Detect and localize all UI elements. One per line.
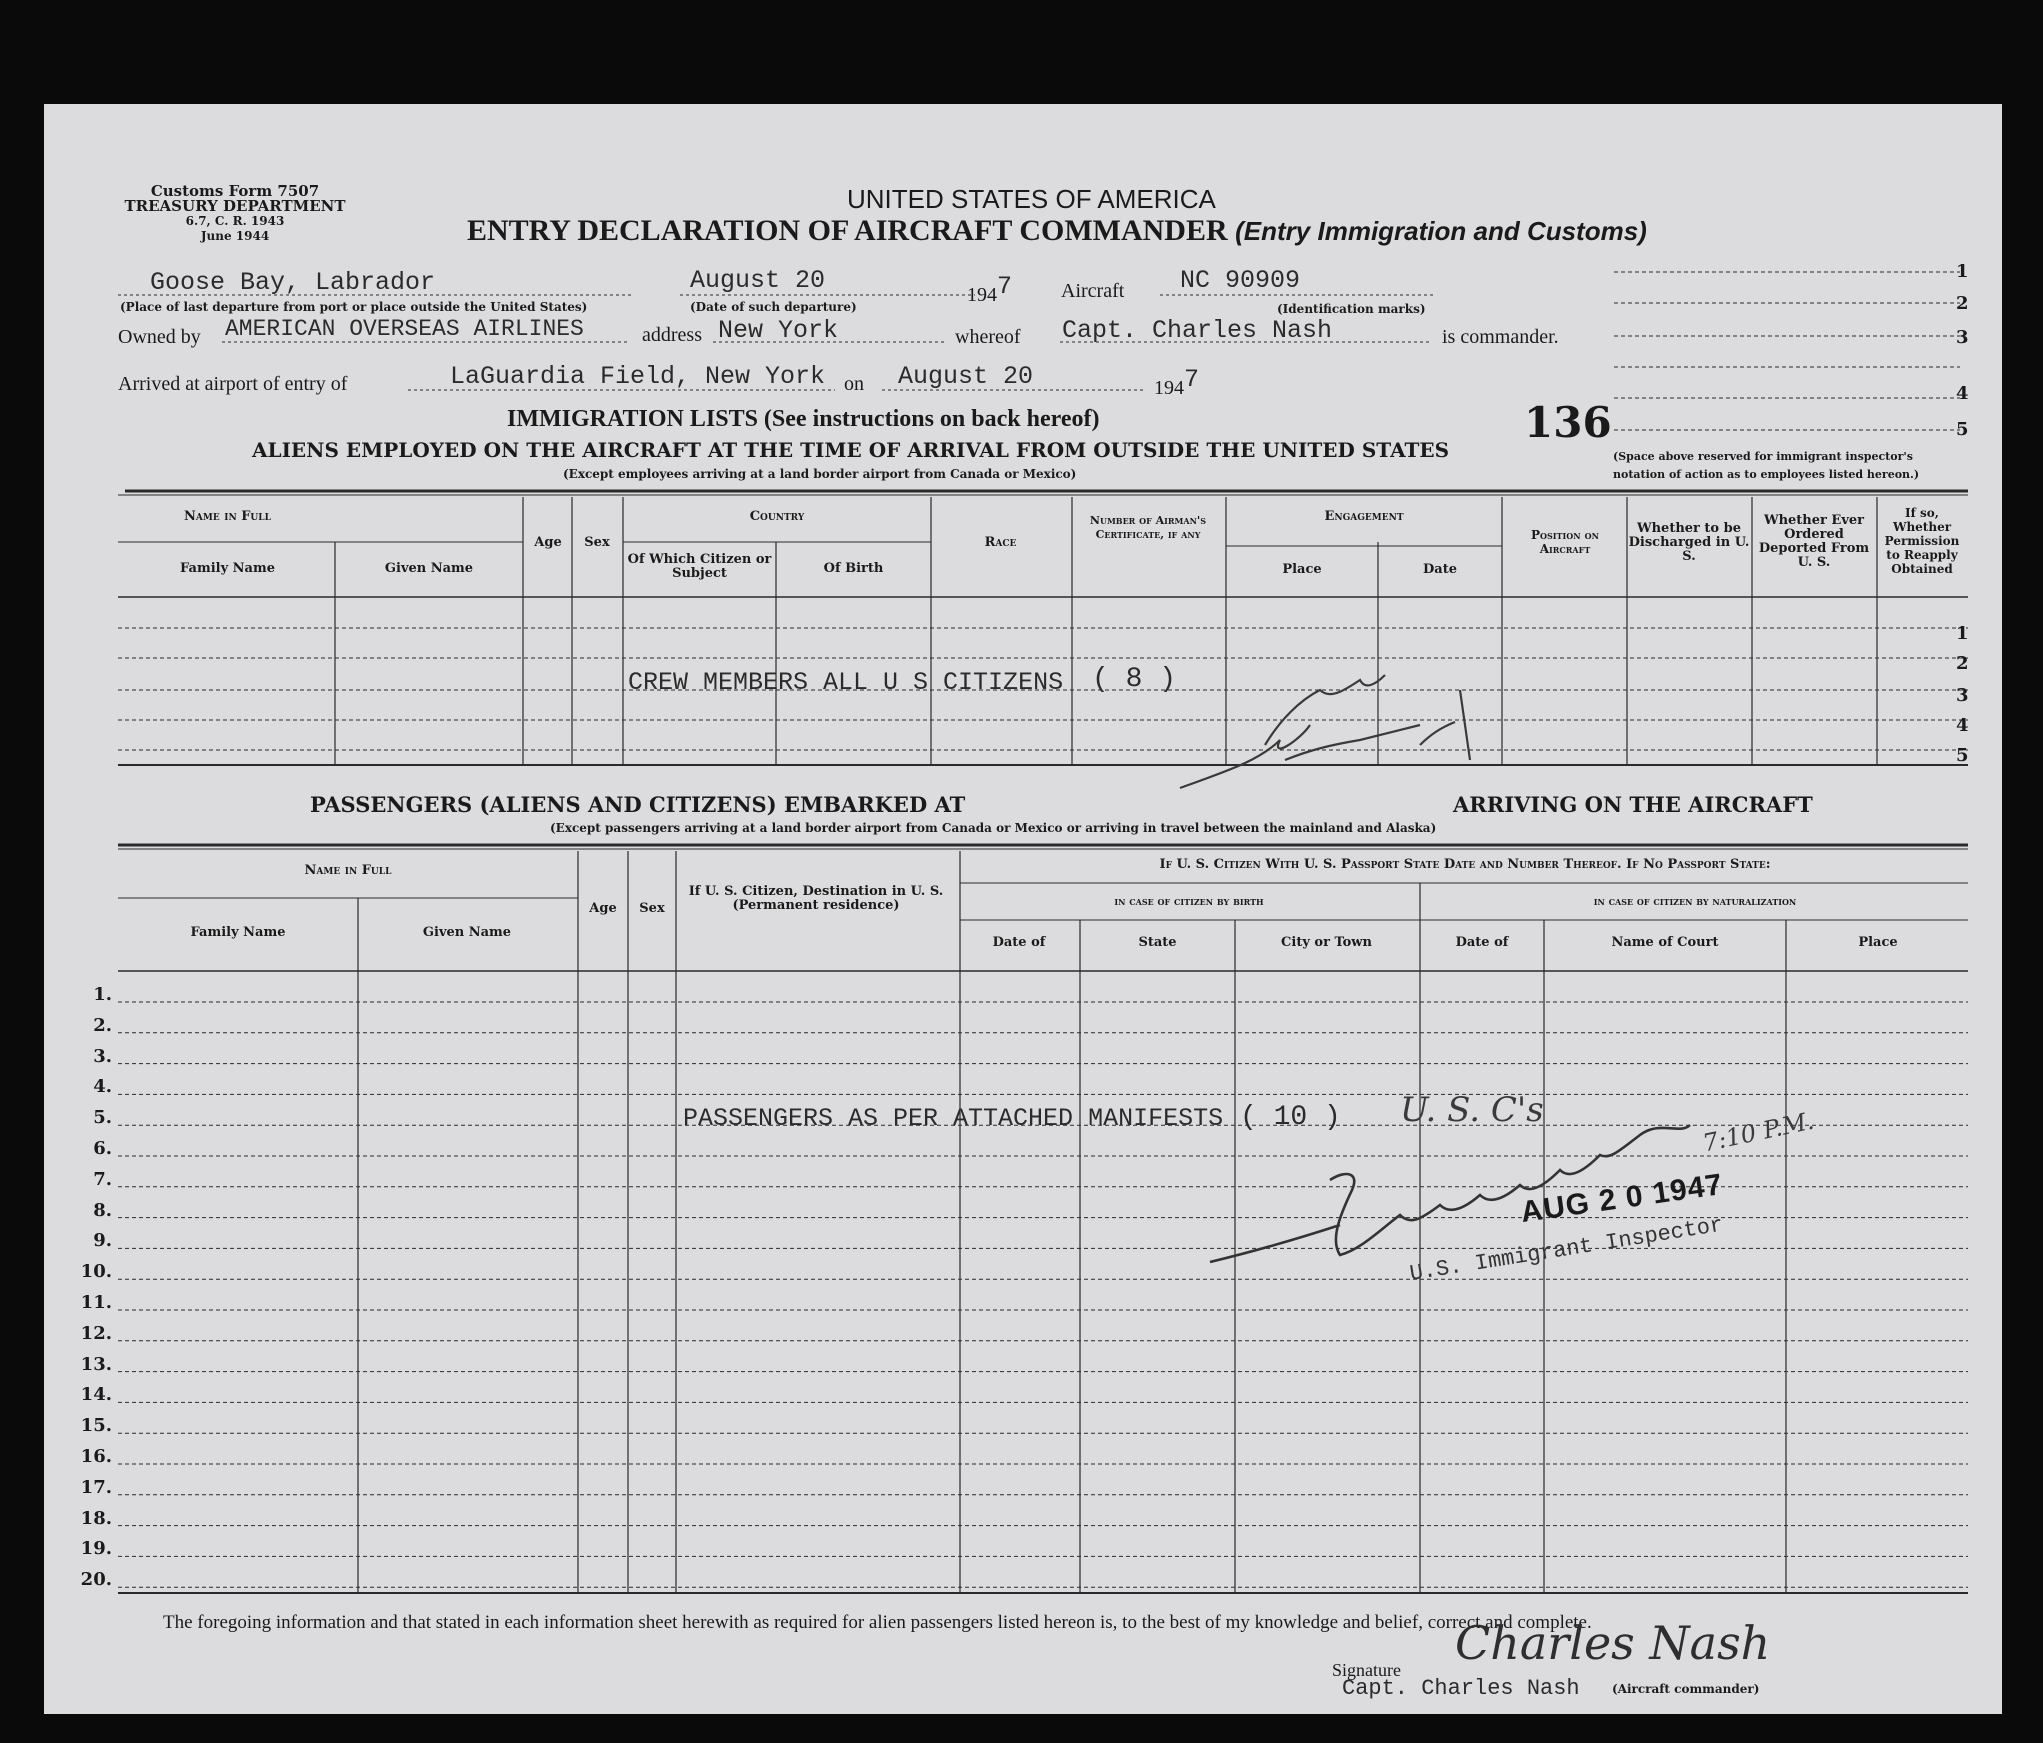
passenger-row-number: 8. bbox=[93, 1199, 112, 1221]
passenger-row-number: 3. bbox=[93, 1045, 112, 1067]
passenger-row-number: 17. bbox=[80, 1476, 112, 1498]
pax-col-passport: If U. S. Citizen With U. S. Passport State Date and Number Thereof. If No Passport State: bbox=[1159, 857, 1771, 872]
passenger-row-number: 15. bbox=[80, 1415, 112, 1437]
departure-place-caption: (Place of last departure from port or place outside the United States) bbox=[120, 300, 588, 314]
reserved-line-number: 3 bbox=[1956, 327, 1969, 348]
handwritten-usc: U. S. C's bbox=[1400, 1090, 1544, 1130]
passenger-row-number: 2. bbox=[93, 1014, 112, 1036]
passenger-row-number: 19. bbox=[80, 1538, 112, 1560]
crew-row-number: 1 bbox=[1956, 623, 1969, 644]
reserved-note-1: (Space above reserved for immigrant inspector's bbox=[1613, 450, 1913, 463]
whereof-label: whereof bbox=[955, 326, 1021, 348]
crew-col-given: Given Name bbox=[384, 561, 474, 576]
commander-name: Capt. Charles Nash bbox=[1062, 316, 1333, 345]
crew-col-name: Name in Full bbox=[184, 509, 271, 524]
department: TREASURY DEPARTMENT bbox=[124, 197, 346, 215]
crew-col-birth: Of Birth bbox=[823, 561, 884, 576]
pax-col-name: Name in Full bbox=[304, 863, 392, 878]
pax-col-date-of-2: Date of bbox=[1455, 935, 1509, 950]
record-number: 136 bbox=[1524, 398, 1612, 447]
crew-col-permission: If so, Whether Permission to Reapply Obtained bbox=[1884, 506, 1960, 576]
reserved-line-number: 1 bbox=[1956, 261, 1969, 282]
owner: AMERICAN OVERSEAS AIRLINES bbox=[225, 316, 584, 342]
pax-col-state: State bbox=[1138, 935, 1177, 950]
passenger-row-number: 5. bbox=[93, 1107, 112, 1129]
passenger-row-number: 20. bbox=[80, 1569, 112, 1591]
form-number: Customs Form 7507 bbox=[150, 182, 320, 200]
signer-caption: (Aircraft commander) bbox=[1612, 1682, 1760, 1696]
crew-col-discharged: Whether to be Discharged in U. S. bbox=[1628, 521, 1750, 564]
passenger-row-number: 6. bbox=[93, 1138, 112, 1159]
form-id-block bbox=[110, 184, 360, 244]
crew-col-country: Country bbox=[749, 509, 805, 524]
crew-col-cert: Number of Airman's Certificate, if any bbox=[1089, 514, 1207, 541]
form-date: June 1944 bbox=[200, 229, 270, 243]
commander-signature: Charles Nash bbox=[1455, 1616, 1771, 1670]
owned-by-label: Owned by bbox=[118, 326, 201, 348]
passenger-row-number: 10. bbox=[80, 1261, 112, 1283]
passenger-row-number: 7. bbox=[93, 1168, 112, 1190]
country-title: UNITED STATES OF AMERICA bbox=[847, 184, 1216, 214]
arrival-date: August 20 bbox=[898, 362, 1034, 391]
pax-col-age: Age bbox=[589, 901, 617, 916]
signature-label: Signature bbox=[1332, 1660, 1401, 1680]
passenger-row-number: 16. bbox=[80, 1446, 112, 1467]
passenger-row-number: 14. bbox=[80, 1384, 112, 1406]
reserved-line-number: 5 bbox=[1956, 419, 1969, 440]
pax-col-given: Given Name bbox=[422, 925, 512, 940]
crew-entry-count: ( 8 ) bbox=[1092, 664, 1177, 695]
crew-entry: CREW MEMBERS ALL U S CITIZENS bbox=[628, 668, 1064, 697]
pax-col-city: City or Town bbox=[1281, 935, 1372, 950]
crew-subheading: ALIENS EMPLOYED ON THE AIRCRAFT AT THE TIME OF ARRIVAL FROM OUTSIDE THE UNITED STATES bbox=[252, 438, 1450, 462]
title-sub: (Entry Immigration and Customs) bbox=[1235, 216, 1647, 246]
passenger-row-number: 18. bbox=[80, 1507, 112, 1529]
arrival-stamp-date: AUG 2 0 1947 bbox=[1518, 1167, 1726, 1230]
page-title bbox=[467, 214, 1647, 248]
passenger-entry: PASSENGERS AS PER ATTACHED MANIFESTS bbox=[683, 1104, 1224, 1133]
crew-col-place: Place bbox=[1282, 562, 1322, 577]
inspector-stamp: U.S. Immigrant Inspector bbox=[1408, 1212, 1725, 1287]
date-caption: (Date of such departure) bbox=[690, 300, 857, 314]
immigration-heading: IMMIGRATION LISTS (See instructions on back hereof) bbox=[507, 406, 1100, 432]
passenger-row-number: 9. bbox=[93, 1230, 112, 1252]
owner-address: New York bbox=[718, 316, 839, 345]
crew-col-engagement: Engagement bbox=[1324, 509, 1404, 524]
address-label: address bbox=[642, 324, 702, 346]
arrived-label: Arrived at airport of entry of bbox=[118, 373, 348, 395]
aircraft-id: NC 90909 bbox=[1180, 266, 1301, 295]
pax-col-date-of: Date of bbox=[992, 935, 1046, 950]
arrival-year: 1947 bbox=[1154, 365, 1200, 399]
pax-col-court: Name of Court bbox=[1611, 935, 1719, 950]
crew-col-date: Date bbox=[1423, 562, 1457, 577]
pax-col-by-birth: in case of citizen by birth bbox=[1114, 895, 1264, 908]
departure-year: 1947 bbox=[967, 272, 1013, 306]
departure-date: August 20 bbox=[690, 266, 826, 295]
passenger-heading-left: PASSENGERS (ALIENS AND CITIZENS) EMBARKED AT bbox=[310, 792, 966, 817]
id-caption: (Identification marks) bbox=[1277, 302, 1426, 316]
passenger-row-number: 13. bbox=[80, 1353, 112, 1375]
crew-col-position: Position on Aircraft bbox=[1531, 528, 1599, 556]
crew-col-race: Race bbox=[984, 535, 1017, 550]
crew-row-number: 5 bbox=[1956, 745, 1969, 766]
crew-col-family: Family Name bbox=[180, 561, 275, 576]
departure-place: Goose Bay, Labrador bbox=[150, 268, 436, 297]
pax-col-sex: Sex bbox=[639, 901, 665, 916]
pax-col-family: Family Name bbox=[190, 925, 286, 940]
signer-name: Capt. Charles Nash bbox=[1342, 1676, 1580, 1701]
crew-note: (Except employees arriving at a land border airport from Canada or Mexico) bbox=[563, 467, 1077, 481]
passenger-heading-right: ARRIVING ON THE AIRCRAFT bbox=[1453, 792, 1813, 817]
certification-statement: The foregoing information and that stated in each information sheet herewith as required for alien passengers listed hereon is, to the best of my knowledge and belief, correct and complete. bbox=[163, 1612, 1592, 1633]
passenger-row-number: 4. bbox=[93, 1076, 112, 1098]
crew-col-citizen: Of Which Citizen or Subject bbox=[627, 552, 772, 581]
passenger-row-number: 11. bbox=[80, 1292, 112, 1313]
passenger-row-number: 12. bbox=[80, 1322, 112, 1344]
pax-col-place: Place bbox=[1858, 935, 1898, 950]
pax-col-by-naturalization: in case of citizen by naturalization bbox=[1593, 895, 1797, 908]
regulation: 6.7, C. R. 1943 bbox=[185, 214, 285, 228]
pax-col-destination: If U. S. Citizen, Destination in U. S. (Permanent residence) bbox=[688, 884, 944, 913]
crew-col-sex: Sex bbox=[584, 535, 610, 550]
crew-row-number: 3 bbox=[1956, 685, 1969, 706]
reserved-note-2: notation of action as to employees listed hereon.) bbox=[1613, 468, 1920, 481]
commander-suffix: is commander. bbox=[1442, 326, 1559, 348]
passenger-row-number: 1. bbox=[93, 984, 112, 1005]
crew-col-age: Age bbox=[534, 535, 562, 550]
title-main: ENTRY DECLARATION OF AIRCRAFT COMMANDER bbox=[467, 214, 1228, 247]
reserved-line-number: 2 bbox=[1956, 293, 1969, 314]
passenger-entry-count: ( 10 ) bbox=[1240, 1102, 1341, 1133]
reserved-line-number: 4 bbox=[1956, 383, 1969, 404]
crew-row-number: 2 bbox=[1956, 653, 1969, 674]
on-label: on bbox=[844, 373, 864, 395]
handwritten-time: 7:10 P.M. bbox=[1700, 1106, 1817, 1158]
aircraft-label: Aircraft bbox=[1061, 280, 1125, 302]
arrival-airport: LaGuardia Field, New York bbox=[450, 362, 826, 391]
crew-row-number: 4 bbox=[1956, 715, 1969, 736]
crew-col-deported: Whether Ever Ordered Deported From U. S. bbox=[1758, 513, 1870, 570]
passenger-note: (Except passengers arriving at a land border airport from Canada or Mexico or arriving in travel between the mainland and Alaska) bbox=[550, 821, 1437, 835]
